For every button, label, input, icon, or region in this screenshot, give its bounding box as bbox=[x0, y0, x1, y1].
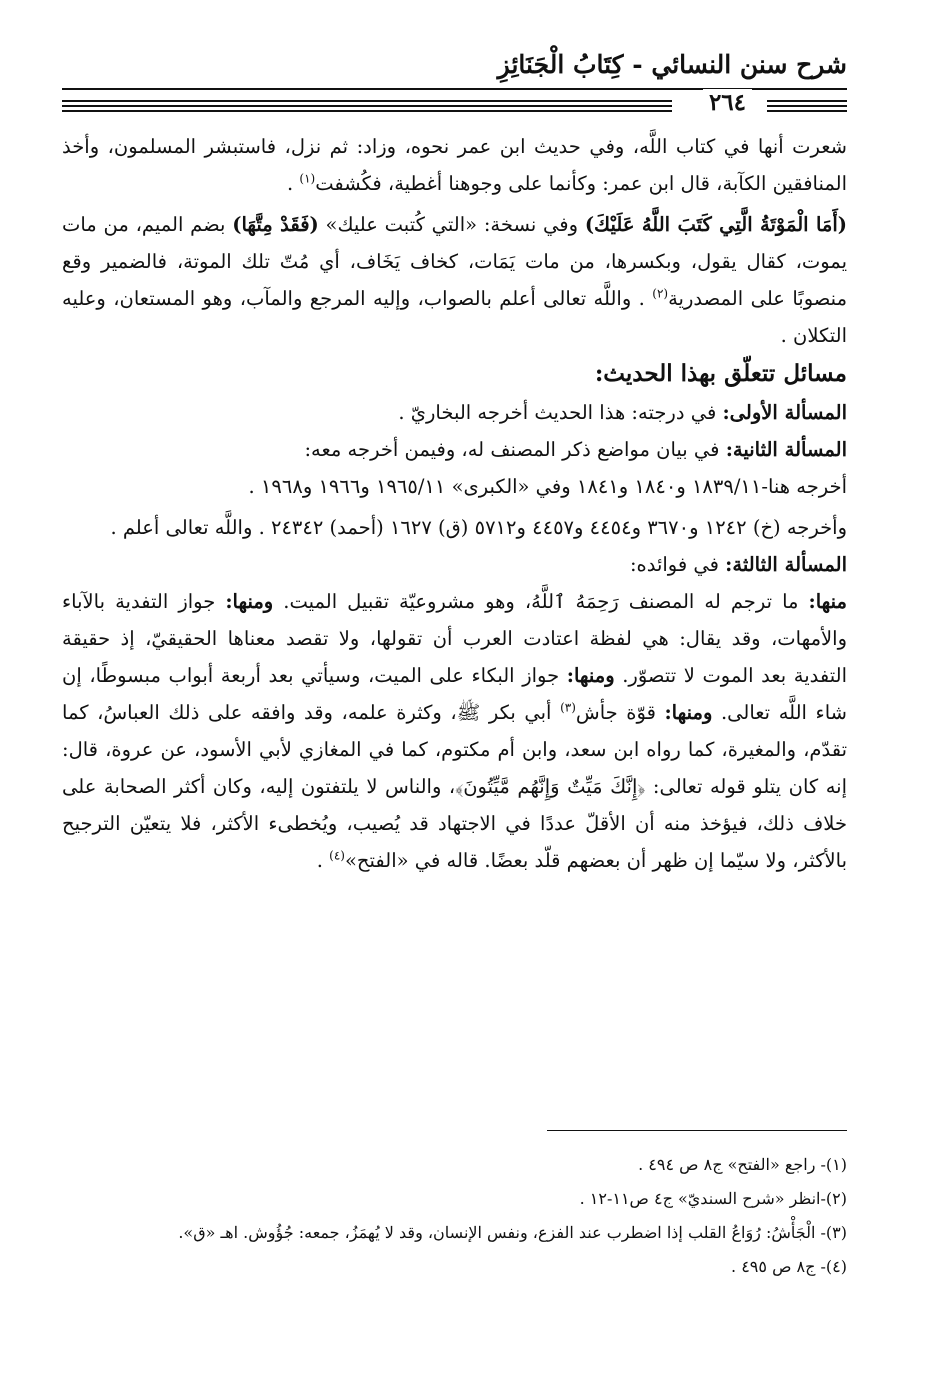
issue-label: المسألة الثانية: bbox=[725, 438, 847, 461]
paragraph: وأخرجه (خ) ١٢٤٢ و٣٦٧٠ و٤٤٥٤ و٤٤٥٧ و٥٧١٢ (ق) ١٦٢٧ (أحمد) ٢٤٣٤٢ . واللَّه تعالى أعلم . bbox=[110, 516, 847, 539]
page-number-row bbox=[62, 89, 847, 117]
decorative-rule bbox=[767, 110, 847, 112]
text-run: جواز البكاء على الميت، وسيأتي بعد أربعة أبواب مبسوطًا، إن شاء اللَّه تعالى. bbox=[62, 664, 848, 724]
text-run: في بيان مواضع ذكر المصنف له، وفيمن أخرجه معه: bbox=[304, 438, 726, 461]
decorative-rule bbox=[767, 100, 847, 102]
footnote: (٣)- الْجَأْشُ: رُوَاعُ القلب إذا اضطرب عند الفزع، ونفس الإنسان، وقد لا يُهمَزُ، جمعه: جُؤُوش. اهـ «ق». bbox=[178, 1223, 847, 1242]
footnote-ref[interactable]: (٤) bbox=[329, 848, 345, 863]
issue-label: المسألة الأولى: bbox=[722, 401, 847, 424]
decorative-rule bbox=[62, 105, 672, 107]
text-run: . واللَّه تعالى أعلم بالصواب، وإليه المرجع والمآب، وهو المستعان، وعليه التكلان . bbox=[62, 287, 847, 347]
paragraph bbox=[62, 583, 847, 879]
section-heading: مسائل تتعلّق بهذا الحديث: bbox=[594, 360, 847, 387]
paragraph bbox=[62, 128, 847, 202]
benefit-label: منها: bbox=[808, 590, 847, 613]
benefit-label: ومنها: bbox=[664, 701, 713, 724]
decorative-rule bbox=[767, 105, 847, 107]
issue-1 bbox=[62, 394, 847, 431]
text-run: . bbox=[286, 172, 300, 195]
text-run: . bbox=[316, 849, 330, 872]
footnote: (٢)-انظر «شرح السنديّ» ج٤ ص١١-١٢ . bbox=[579, 1189, 847, 1208]
header-title: شرح سنن النسائي - كِتَابُ الْجَنَائِزِ bbox=[497, 50, 847, 79]
footnote-ref[interactable]: (١) bbox=[299, 171, 316, 186]
issue-2 bbox=[62, 431, 847, 468]
text-run: بضم الميم، من مات يموت، كقال يقول، وبكسرها، من مات يَمَات، كخاف يَخَاف، أي مُتّ تلك الموتة، فالضمير وقع منصوبًا على المصدرية bbox=[62, 213, 848, 310]
footnote-separator bbox=[547, 1130, 847, 1131]
footnote-ref[interactable]: (٢) bbox=[652, 286, 669, 301]
text-run: شعرت أنها في كتاب اللَّه، وفي حديث ابن عمر نحوه، وزاد: ثم نزل، فاستبشر المسلمون، وأخذ المنافقين الكآبة، قال ابن عمر: وكأنما على وجوهنا أغطية، فكُشفت bbox=[62, 135, 847, 195]
text-run: أبي بكر ﷺ، وكثرة علمه، وقد وافقه على ذلك العباسُ، كما تقدّم، والمغيرة، كما رواه ابن سعد، وابن أم مكتوم، كما في المغازي لأبي الأسود، عن عروة، قال: إنه كان يتلو قوله تعالى: ﴿إِنَّكَ مَيِّتٌ وَإِنَّهُم مَّيِّتُونَ﴾، والناس لا يلتفتون إليه، وكان أكثر الصحابة على خلاف ذلك، فيؤخذ منه أن الأقلّ عددًا في الاجتهاد قد يُصيب، ويُخطىء الأكثر، فلا يتعيّن الترجيح بالأكثر، ولا سيّما إن ظهر أن بعضهم قلّد بعضًا. قاله في «الفتح» bbox=[62, 701, 847, 872]
decorative-rule bbox=[62, 110, 672, 112]
running-header bbox=[62, 50, 847, 94]
hadith-quote: (أَمَا الْمَوْتَةُ الَّتِي كَتَبَ اللَّهُ عَلَيْكَ) bbox=[584, 213, 848, 236]
footnote-ref[interactable]: (٣) bbox=[560, 700, 576, 715]
footnote: (٤)- ج٨ ص ٤٩٥ . bbox=[731, 1257, 847, 1276]
issue-label: المسألة الثالثة: bbox=[725, 553, 847, 576]
text-run: في فوائده: bbox=[629, 553, 726, 576]
hadith-quote: (فَقَدْ مِتَّهَا) bbox=[232, 213, 319, 236]
page-number: ٢٦٤ bbox=[703, 89, 752, 116]
footnotes bbox=[62, 1148, 847, 1284]
paragraph bbox=[62, 206, 847, 354]
decorative-rule bbox=[62, 100, 672, 102]
text-run: في درجته: هذا الحديث أخرجه البخاريّ . bbox=[398, 401, 723, 424]
footnote: (١)- راجع «الفتح» ج٨ ص ٤٩٤ . bbox=[638, 1155, 847, 1174]
benefit-label: ومنها: bbox=[566, 664, 615, 687]
paragraph: أخرجه هنا-١٨٣٩/١١ و١٨٤٠ و١٨٤١ وفي «الكبرى» ١٩٦٥/١١ و١٩٦٦ و١٩٦٨ . bbox=[248, 475, 847, 498]
benefit-label: ومنها: bbox=[225, 590, 274, 613]
text-run: وفي نسخة: «التي كُتبت عليك» bbox=[318, 213, 585, 236]
text-run: قوّة جأش bbox=[575, 701, 665, 724]
text-run: ما ترجم له المصنف رَحِمَهُ ٱللَّهُ، وهو مشروعيّة تقبيل الميت. bbox=[273, 590, 809, 613]
main-text bbox=[62, 128, 847, 879]
issue-3 bbox=[62, 546, 847, 583]
text-run: جواز التفدية بالآباء والأمهات، وقد يقال: هي لفظة اعتادت العرب أن تقولها، ولا تقصد معناها الحقيقيّ، إذ حقيقة التفدية بعد الموت لا تتصوّر. bbox=[62, 590, 847, 687]
